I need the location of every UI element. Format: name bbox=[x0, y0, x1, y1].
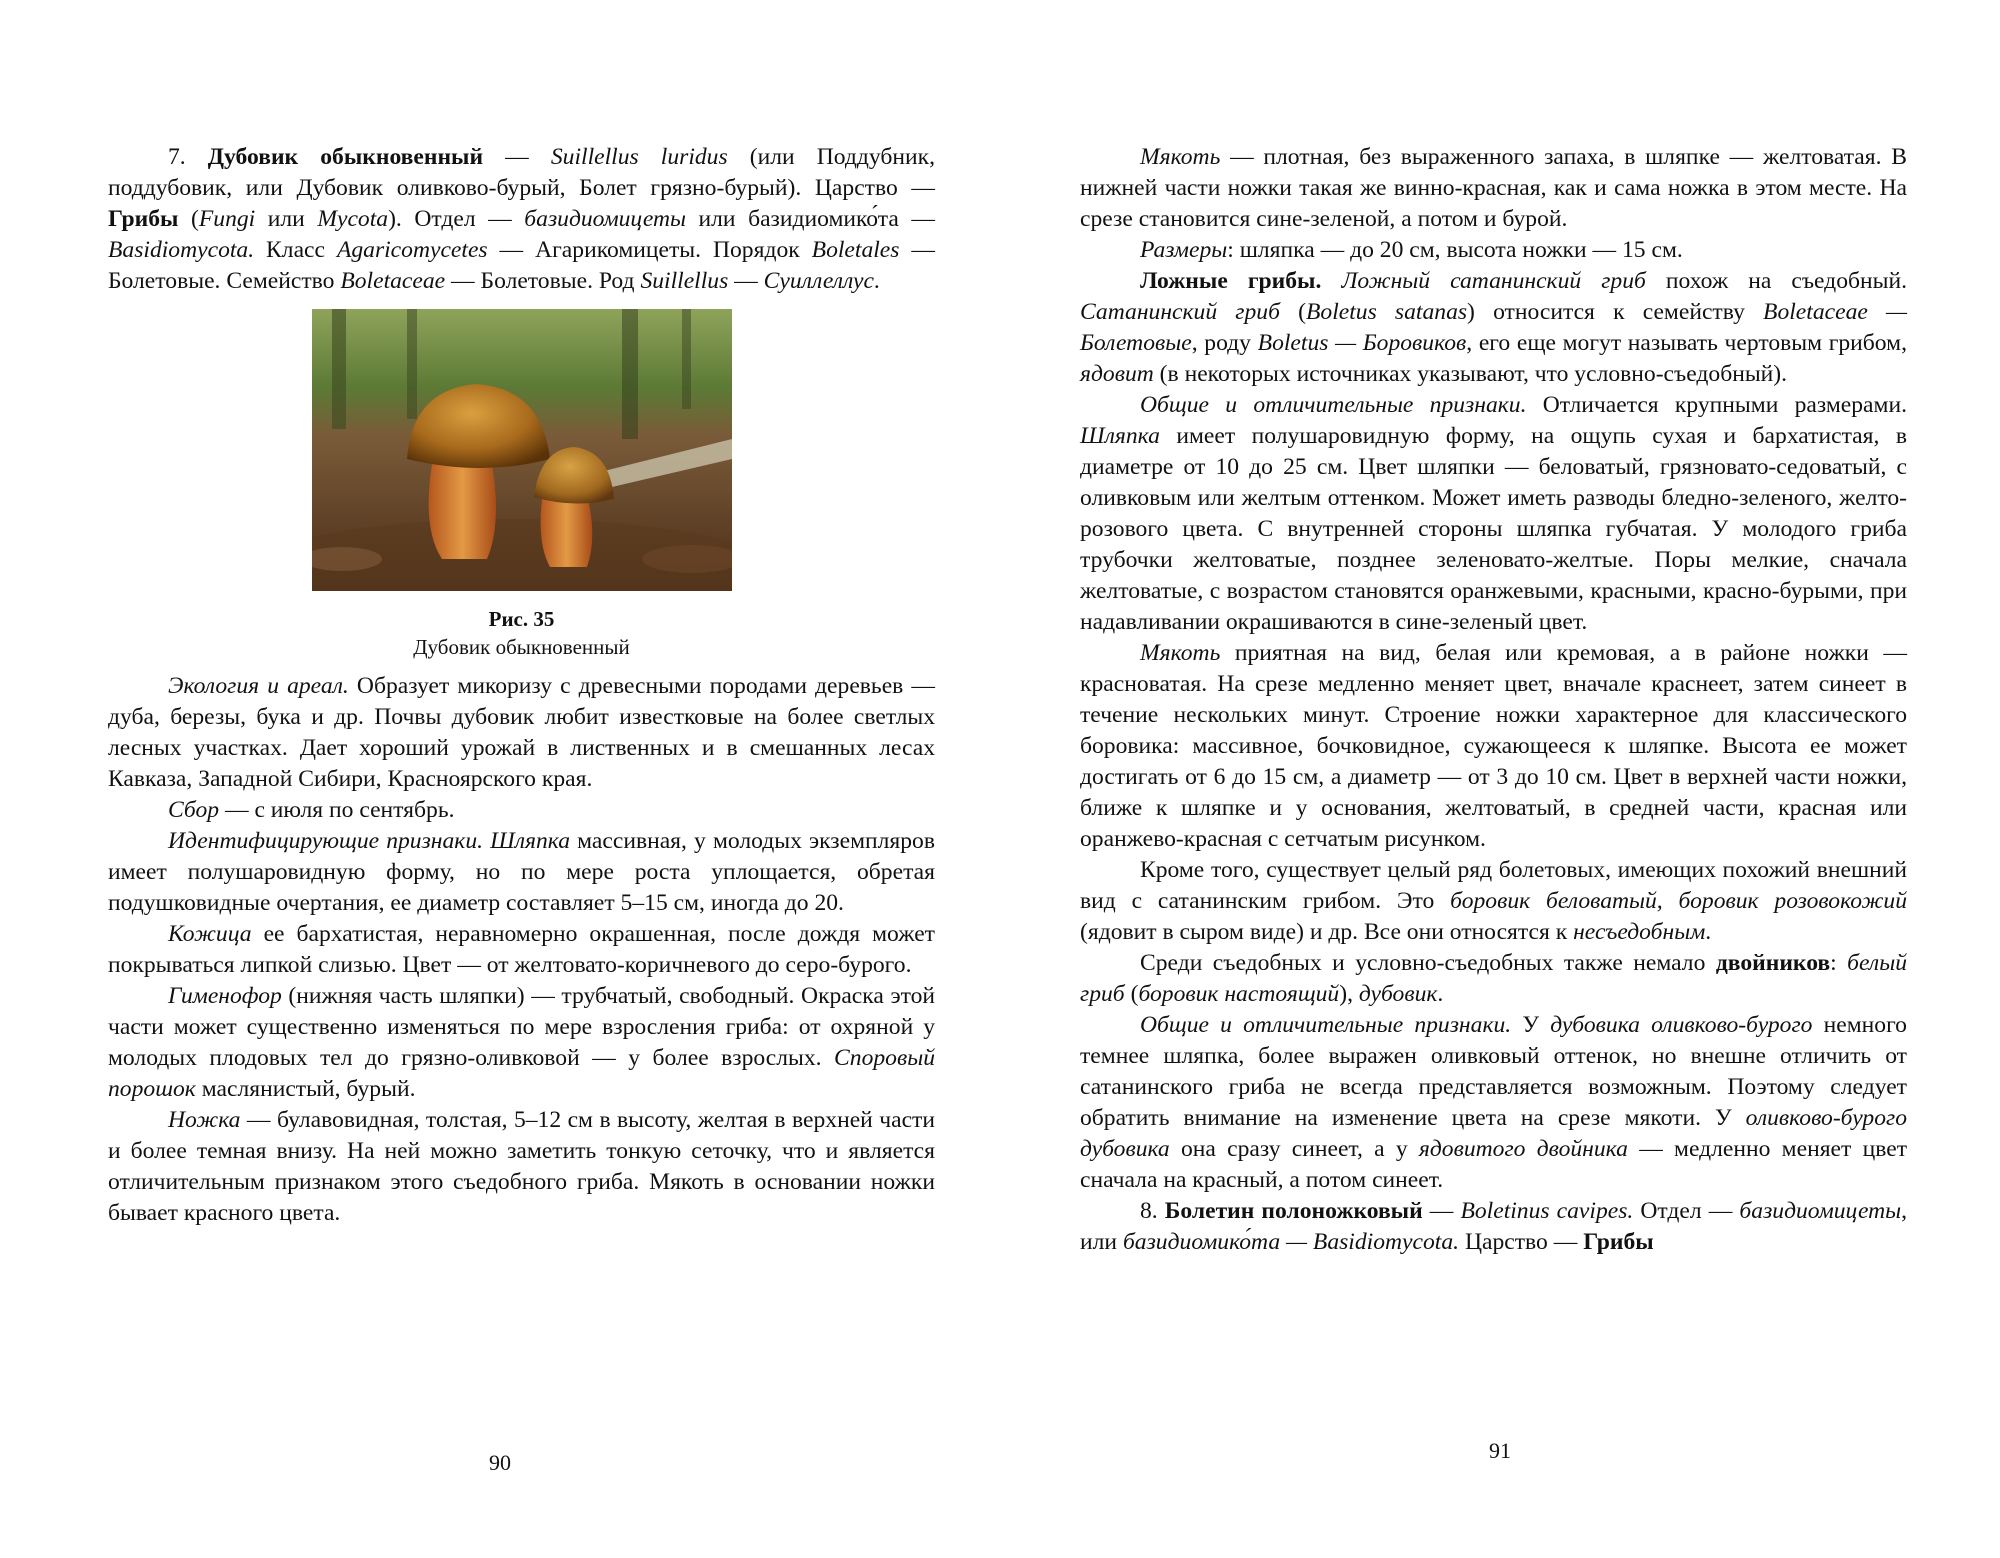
italic-text: Basidiomycota. bbox=[108, 237, 255, 263]
text-run: Кроме того, существует целый ряд болетовых, имеющих похожий внешний вид с сатанинским грибом. Это bbox=[1080, 857, 1907, 914]
text-run: Отличается крупными размерами. bbox=[1526, 392, 1907, 418]
italic-text: базидиомицеты bbox=[524, 206, 686, 232]
italic-text: Шляпка bbox=[1080, 423, 1160, 449]
italic-text: Экология и ареал. bbox=[168, 673, 349, 699]
italic-text: Suillellus luridus bbox=[550, 144, 728, 170]
text-run: — плотная, без выраженного запаха, в шляпке — желтоватая. В нижней части ножки такая же винно-красная, как и сама ножка в этом месте. На срезе становится сине-зеленой, а потом и бурой. bbox=[1080, 144, 1907, 232]
text-run: — Агарикомицеты. Порядок bbox=[487, 237, 812, 263]
text-run: , или bbox=[1080, 1198, 1908, 1255]
italic-text: Boletus satanas bbox=[1306, 299, 1468, 325]
text-run: или bbox=[255, 206, 318, 232]
text-run: Царство — bbox=[1459, 1229, 1584, 1255]
text-run: приятная на вид, белая или кремовая, а в районе ножки — красноватая. На срезе медленно меняет цвет, вначале краснеет, затем синеет в течение нескольких минут. Строение ножки характерное для классического боровика: массивное, бочковидное, сужающееся к шляпке. Высота ее может достигать от 6 до 15 см, а диаметр — от 3 до 10 см. Цвет в верхней части ножки, ближе к шляпке и у основания, желтоватый, в средней части, красная или оранжево-красная с сетчатым рисунком. bbox=[1080, 640, 1907, 852]
paragraph bbox=[1080, 855, 1907, 948]
italic-text: Fungi bbox=[198, 206, 256, 232]
text-run: . bbox=[873, 268, 880, 294]
text-run: Класс bbox=[254, 237, 337, 263]
paragraph bbox=[1080, 390, 1907, 638]
text-run: — медленно меняет цвет сначала на красный, а потом синеет. bbox=[1080, 1136, 1908, 1193]
italic-text: Суиллеллус bbox=[763, 268, 874, 294]
italic-text: Mycota bbox=[317, 206, 389, 232]
italic-text: базидиомико́та — Basidiomycota. bbox=[1122, 1229, 1460, 1255]
text-run: ). Отдел — bbox=[388, 206, 525, 232]
italic-text: Гименофор bbox=[168, 983, 282, 1009]
italic-text: Boletaceae bbox=[340, 268, 446, 294]
paragraph bbox=[1080, 142, 1907, 235]
paragraph bbox=[108, 1105, 935, 1229]
text-run: — bbox=[483, 144, 551, 170]
page-number-left: 90 bbox=[489, 1450, 511, 1475]
italic-text: Общие и отличительные признаки. bbox=[1140, 392, 1527, 418]
text-run: Среди съедобных и условно-съедобных также немало bbox=[1140, 950, 1716, 976]
left-intro bbox=[108, 142, 935, 297]
text-run: похож на съедобный. bbox=[1645, 268, 1907, 294]
text-run: 8. bbox=[1140, 1198, 1165, 1224]
italic-text: боровик настоящий bbox=[1138, 981, 1340, 1007]
text-run: У bbox=[1511, 1012, 1551, 1038]
left-body bbox=[108, 671, 935, 1229]
italic-text: Мякоть bbox=[1140, 640, 1221, 666]
italic-text: дубовика оливково-бурого bbox=[1550, 1012, 1813, 1038]
text-run: ), bbox=[1339, 981, 1359, 1007]
italic-text: оливково-бурого дубовика bbox=[1080, 1105, 1907, 1162]
italic-text: ядовитого двойника bbox=[1418, 1136, 1628, 1162]
text-run: ) относится к семейству bbox=[1467, 299, 1764, 325]
text-run: 7. bbox=[168, 144, 208, 170]
italic-text: Размеры bbox=[1140, 237, 1228, 263]
italic-text: боровик беловатый, боровик розовокожий bbox=[1450, 888, 1907, 914]
paragraph bbox=[1080, 1010, 1907, 1196]
text-run: — bbox=[1422, 1198, 1461, 1224]
italic-text: Boletales bbox=[811, 237, 900, 263]
text-run: (или Поддубник, поддубовик, или Дубовик оливково-бурый, Болет грязно-бурый). Царство — bbox=[108, 144, 936, 201]
paragraph bbox=[108, 981, 935, 1105]
italic-text: несъедобным bbox=[1573, 919, 1706, 945]
paragraph bbox=[108, 919, 935, 981]
paragraph bbox=[108, 826, 935, 919]
bold-text: Дубовик обыкновенный bbox=[207, 144, 484, 170]
text-run: ( bbox=[1124, 981, 1139, 1007]
paragraph bbox=[108, 795, 935, 826]
paragraph bbox=[1080, 638, 1907, 855]
text-run: . bbox=[1437, 981, 1444, 1007]
text-run: Образует микоризу с древесными породами деревьев — дуба, березы, бука и др. Почвы дубовик любит известковые на более светлых лесных участках. Дает хороший урожай в лиственных и в смешанных лесах Кавказа, Западной Сибири, Красноярского края. bbox=[108, 673, 935, 792]
text-run: , его еще могут называть чертовым грибом, bbox=[1466, 330, 1907, 356]
italic-text: Boletaceae — Болетовые bbox=[1080, 299, 1907, 356]
text-run: (ядовит в сыром виде) и др. Все они относятся к bbox=[1080, 919, 1574, 945]
text-run: маслянистый, бурый. bbox=[195, 1076, 416, 1102]
text-run: ( bbox=[1279, 299, 1306, 325]
text-run: немного темнее шляпка, более выражен оливковый оттенок, но внешне отличить от сатанинского гриба не всегда представляется возможным. Поэтому следует обратить внимание на изменение цвета на срезе мякоти. У bbox=[1080, 1012, 1907, 1131]
italic-text: Споровый порошок bbox=[108, 1045, 935, 1102]
text-run bbox=[1321, 268, 1341, 294]
italic-text: Кожица bbox=[168, 921, 252, 947]
left-column bbox=[108, 142, 935, 1229]
italic-text: ядовит bbox=[1080, 361, 1154, 387]
text-run: Отдел — bbox=[1633, 1198, 1740, 1224]
right-page bbox=[1000, 0, 2000, 1558]
italic-text: Agaricomycetes bbox=[336, 237, 488, 263]
text-run: — Болетовые. Семейство bbox=[108, 237, 935, 294]
text-run: — bbox=[728, 268, 764, 294]
italic-text: белый гриб bbox=[1080, 950, 1907, 1007]
italic-text: Идентифицирующие признаки. Шляпка bbox=[168, 828, 571, 854]
figure-title: Дубовик обыкновенный bbox=[413, 635, 630, 659]
bold-text: Ложные грибы. bbox=[1140, 268, 1322, 294]
text-run: ( bbox=[178, 206, 199, 232]
paragraph bbox=[108, 671, 935, 795]
paragraph bbox=[1080, 235, 1907, 266]
bold-text: двойников bbox=[1715, 950, 1831, 976]
text-run: имеет полушаровидную форму, на ощупь сухая и бархатистая, в диаметре от 10 до 25 см. Цвет шляпки — беловатый, грязновато-седоватый, с оливковым или желтым оттенком. Может иметь разводы бледно-зеленого, желто-розового цвета. С внутренней стороны шляпка губчатая. У молодого гриба трубочки желтоватые, позднее зеленовато-желтые. Поры мелкие, сначала желтоватые, с возрастом становятся оранжевыми, красными, красно-бурыми, при надавливании окрашиваются в сине-зеленый цвет. bbox=[1080, 423, 1907, 635]
text-run: : bbox=[1830, 950, 1848, 976]
italic-text: Boletus — Боровиков bbox=[1257, 330, 1467, 356]
bold-text: Грибы bbox=[108, 206, 179, 232]
text-run: — Болетовые. Род bbox=[445, 268, 641, 294]
italic-text: Мякоть bbox=[1140, 144, 1221, 170]
text-run: (в некоторых источниках указывают, что условно-съедобный). bbox=[1153, 361, 1788, 387]
bold-text: Болетин полоножковый bbox=[1164, 1198, 1423, 1224]
right-column bbox=[1080, 142, 1907, 1258]
figure-label: Рис. 35 bbox=[488, 607, 555, 631]
text-run: или базидиомико́та — bbox=[686, 206, 935, 232]
text-run: : шляпка — до 20 см, высота ножки — 15 см. bbox=[1227, 237, 1683, 263]
italic-text: Общие и отличительные признаки. bbox=[1140, 1012, 1512, 1038]
page-number-right: 91 bbox=[1489, 1438, 1511, 1463]
text-run: она сразу синеет, а у bbox=[1169, 1136, 1419, 1162]
text-run: — с июля по сентябрь. bbox=[219, 797, 455, 823]
text-run: (нижняя часть шляпки) — трубчатый, свободный. Окраска этой части может существенно изменяться по мере взросления гриба: от охряной у молодых плодовых тел до грязно-оливковой — у более взрослых. bbox=[108, 983, 935, 1071]
bold-text: Грибы bbox=[1583, 1229, 1654, 1255]
text-run: , роду bbox=[1191, 330, 1258, 356]
text-run: ее бархатистая, неравномерно окрашенная, после дождя может покрываться липкой слизью. Цвет — от желтовато-коричневого до серо-бурого. bbox=[108, 921, 935, 978]
text-run: — булавовидная, толстая, 5–12 см в высоту, желтая в верхней части и более темная внизу. На ней можно заметить тонкую сеточку, что и является отличительным признаком этого съедобного гриба. Мякоть в основании ножки бывает красного цвета. bbox=[108, 1107, 935, 1226]
mushroom-photo bbox=[312, 309, 732, 591]
italic-text: Ложный сатанинский гриб bbox=[1341, 268, 1646, 294]
text-run: . bbox=[1705, 919, 1712, 945]
text-run: массивная, у молодых экземпляров имеет полушаровидную форму, но по мере роста уплощается, обретая подушковидные очертания, ее диаметр составляет 5–15 см, иногда до 20. bbox=[108, 828, 935, 916]
italic-text: дубовик bbox=[1358, 981, 1438, 1007]
italic-text: базидиомицеты bbox=[1739, 1198, 1902, 1224]
italic-text: Ножка bbox=[168, 1107, 241, 1133]
italic-text: Boletinus cavipes. bbox=[1460, 1198, 1634, 1224]
mushroom-illustration bbox=[312, 309, 732, 591]
figure-35 bbox=[312, 309, 732, 661]
italic-text: Сбор bbox=[168, 797, 220, 823]
paragraph bbox=[1080, 1196, 1907, 1258]
right-body bbox=[1080, 142, 1907, 1258]
italic-text: Suillellus bbox=[640, 268, 729, 294]
paragraph bbox=[108, 142, 935, 297]
italic-text: Сатанинский гриб bbox=[1080, 299, 1280, 325]
paragraph bbox=[1080, 266, 1907, 390]
paragraph bbox=[1080, 948, 1907, 1010]
